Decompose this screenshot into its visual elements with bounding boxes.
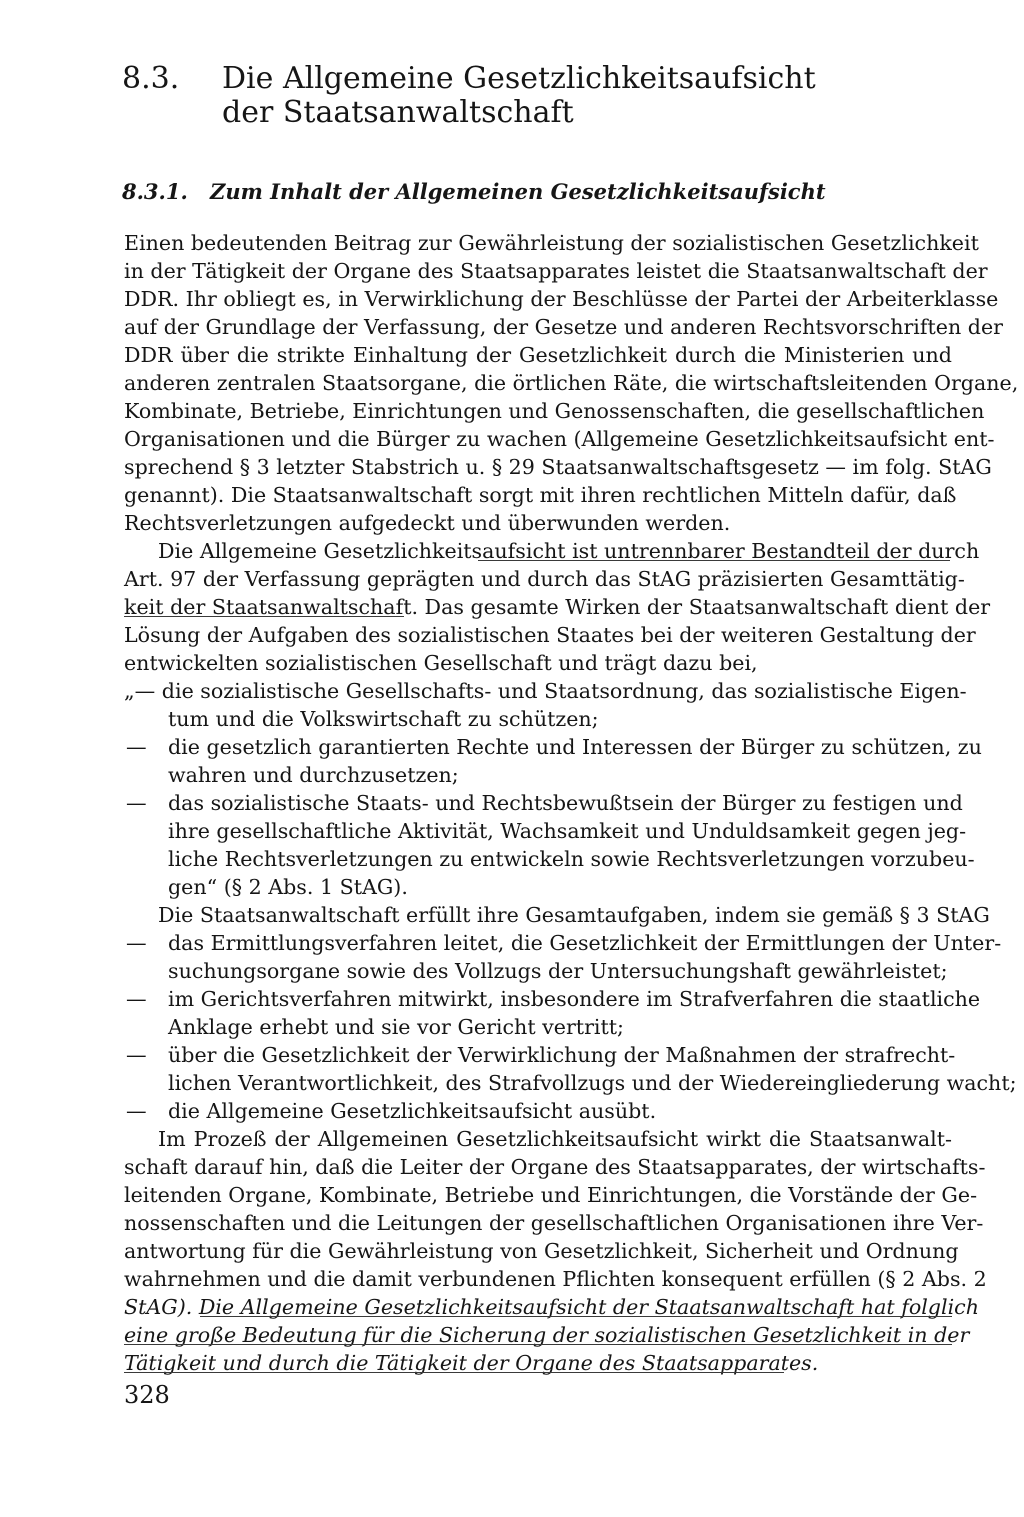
list-item-line: gen“ (§ 2 Abs. 1 StAG).	[168, 875, 408, 899]
text-line: DDR. Ihr obliegt es, in Verwirklichung der Beschlüsse der Partei der Arbeiterklasse	[124, 287, 999, 311]
annotation-underline	[124, 615, 404, 617]
annotation-underline	[124, 1371, 784, 1373]
annotation-underline	[200, 1315, 952, 1317]
list-item-line: im Gerichtsverfahren mitwirkt, insbesondere im Strafverfahren die staatliche	[168, 987, 981, 1011]
section-title-line-2: der Staatsanwaltschaft	[222, 95, 574, 130]
list-dash: —	[126, 987, 147, 1011]
section-title	[222, 62, 922, 130]
text-line: auf der Grundlage der Verfassung, der Gesetze und anderen Rechtsvorschriften der	[124, 315, 1004, 339]
list-dash: —	[126, 1099, 147, 1123]
list-item-line: „— die sozialistische Gesellschafts- und Staatsordnung, das sozialistische Eigen-	[124, 679, 967, 703]
list-item-line: liche Rechtsverletzungen zu entwickeln sowie Rechtsverletzungen vorzubeu-	[168, 847, 975, 871]
list-item-line: die Allgemeine Gesetzlichkeitsaufsicht ausübt.	[168, 1099, 657, 1123]
page-number: 328	[124, 1381, 170, 1409]
subsection-title: Zum Inhalt der Allgemeinen Gesetzlichkeitsaufsicht	[210, 179, 826, 204]
text-line: schaft darauf hin, daß die Leiter der Organe des Staatsapparates, der wirtschafts-	[124, 1155, 986, 1179]
list-item-line: wahren und durchzusetzen;	[168, 763, 459, 787]
list-item-line: die gesetzlich garantierten Rechte und Interessen der Bürger zu schützen, zu	[168, 735, 982, 759]
text-line: Kombinate, Betriebe, Einrichtungen und Genossenschaften, die gesellschaftlichen	[124, 399, 985, 423]
text-line: keit der Staatsanwaltschaft. Das gesamte Wirken der Staatsanwaltschaft dient der	[124, 595, 991, 619]
annotation-underline	[478, 559, 950, 561]
text-line: genannt). Die Staatsanwaltschaft sorgt mit ihren rechtlichen Mitteln dafür, daß	[124, 483, 957, 507]
list-dash: —	[126, 931, 147, 955]
list-item-line: über die Gesetzlichkeit der Verwirklichung der Maßnahmen der strafrecht-	[168, 1043, 956, 1067]
text-line: Tätigkeit und durch die Tätigkeit der Organe des Staatsapparates.	[124, 1351, 819, 1375]
text-line: sprechend § 3 letzter Stabstrich u. § 29 Staatsanwaltschaftsgesetz — im folg. StAG	[124, 455, 992, 479]
list-item-line: tum und die Volkswirtschaft zu schützen;	[168, 707, 599, 731]
subsection-number: 8.3.1.	[122, 179, 188, 204]
list-item-line: lichen Verantwortlichkeit, des Strafvollzugs und der Wiedereingliederung wacht;	[168, 1071, 1017, 1095]
list-item-line: ihre gesellschaftliche Aktivität, Wachsamkeit und Unduldsamkeit gegen jeg-	[168, 819, 967, 843]
list-item-line: Anklage erhebt und sie vor Gericht vertritt;	[168, 1015, 624, 1039]
list-item-line: suchungsorgane sowie des Vollzugs der Untersuchungshaft gewährleistet;	[168, 959, 948, 983]
text-line: Die Allgemeine Gesetzlichkeitsaufsicht ist untrennbarer Bestandteil der durch	[158, 539, 980, 563]
annotation-underline	[124, 1343, 952, 1345]
text-line: wahrnehmen und die damit verbundenen Pflichten konsequent erfüllen (§ 2 Abs. 2	[124, 1267, 987, 1291]
text-line: in der Tätigkeit der Organe des Staatsapparates leistet die Staatsanwaltschaft der	[124, 259, 988, 283]
list-dash: —	[126, 735, 147, 759]
text-line: Art. 97 der Verfassung geprägten und durch das StAG präzisierten Gesamttätig-	[124, 567, 965, 591]
text-line: Die Staatsanwaltschaft erfüllt ihre Gesamtaufgaben, indem sie gemäß § 3 StAG	[158, 903, 990, 927]
list-item-line: das sozialistische Staats- und Rechtsbewußtsein der Bürger zu festigen und	[168, 791, 963, 815]
text-line: Rechtsverletzungen aufgedeckt und überwunden werden.	[124, 511, 731, 535]
text-line: Organisationen und die Bürger zu wachen (Allgemeine Gesetzlichkeitsaufsicht ent-	[124, 427, 995, 451]
text-line: StAG). Die Allgemeine Gesetzlichkeitsaufsicht der Staatsanwaltschaft hat folglich	[124, 1295, 979, 1319]
section-title-line-1: Die Allgemeine Gesetzlichkeitsaufsicht	[222, 61, 816, 96]
text-line: Im Prozeß der Allgemeinen Gesetzlichkeitsaufsicht wirkt die Staatsanwalt-	[158, 1127, 952, 1151]
text-line: leitenden Organe, Kombinate, Betriebe und Einrichtungen, die Vorstände der Ge-	[124, 1183, 978, 1207]
text-line: anderen zentralen Staatsorgane, die örtlichen Räte, die wirtschaftsleitenden Organe,	[124, 371, 1019, 395]
section-number: 8.3.	[122, 61, 180, 96]
text-line: Lösung der Aufgaben des sozialistischen Staates bei der weiteren Gestaltung der	[124, 623, 976, 647]
text-line: nossenschaften und die Leitungen der gesellschaftlichen Organisationen ihre Ver-	[124, 1211, 984, 1235]
list-item-line: das Ermittlungsverfahren leitet, die Gesetzlichkeit der Ermittlungen der Unter-	[168, 931, 1002, 955]
list-dash: —	[126, 791, 147, 815]
text-line: Einen bedeutenden Beitrag zur Gewährleistung der sozialistischen Gesetzlichkeit	[124, 231, 979, 255]
text-line: eine große Bedeutung für die Sicherung der sozialistischen Gesetzlichkeit in der	[124, 1323, 970, 1347]
text-line: entwickelten sozialistischen Gesellschaft und trägt dazu bei,	[124, 651, 758, 675]
text-line: DDR über die strikte Einhaltung der Gesetzlichkeit durch die Ministerien und	[124, 343, 952, 367]
list-dash: —	[126, 1043, 147, 1067]
text-line: antwortung für die Gewährleistung von Gesetzlichkeit, Sicherheit und Ordnung	[124, 1239, 959, 1263]
